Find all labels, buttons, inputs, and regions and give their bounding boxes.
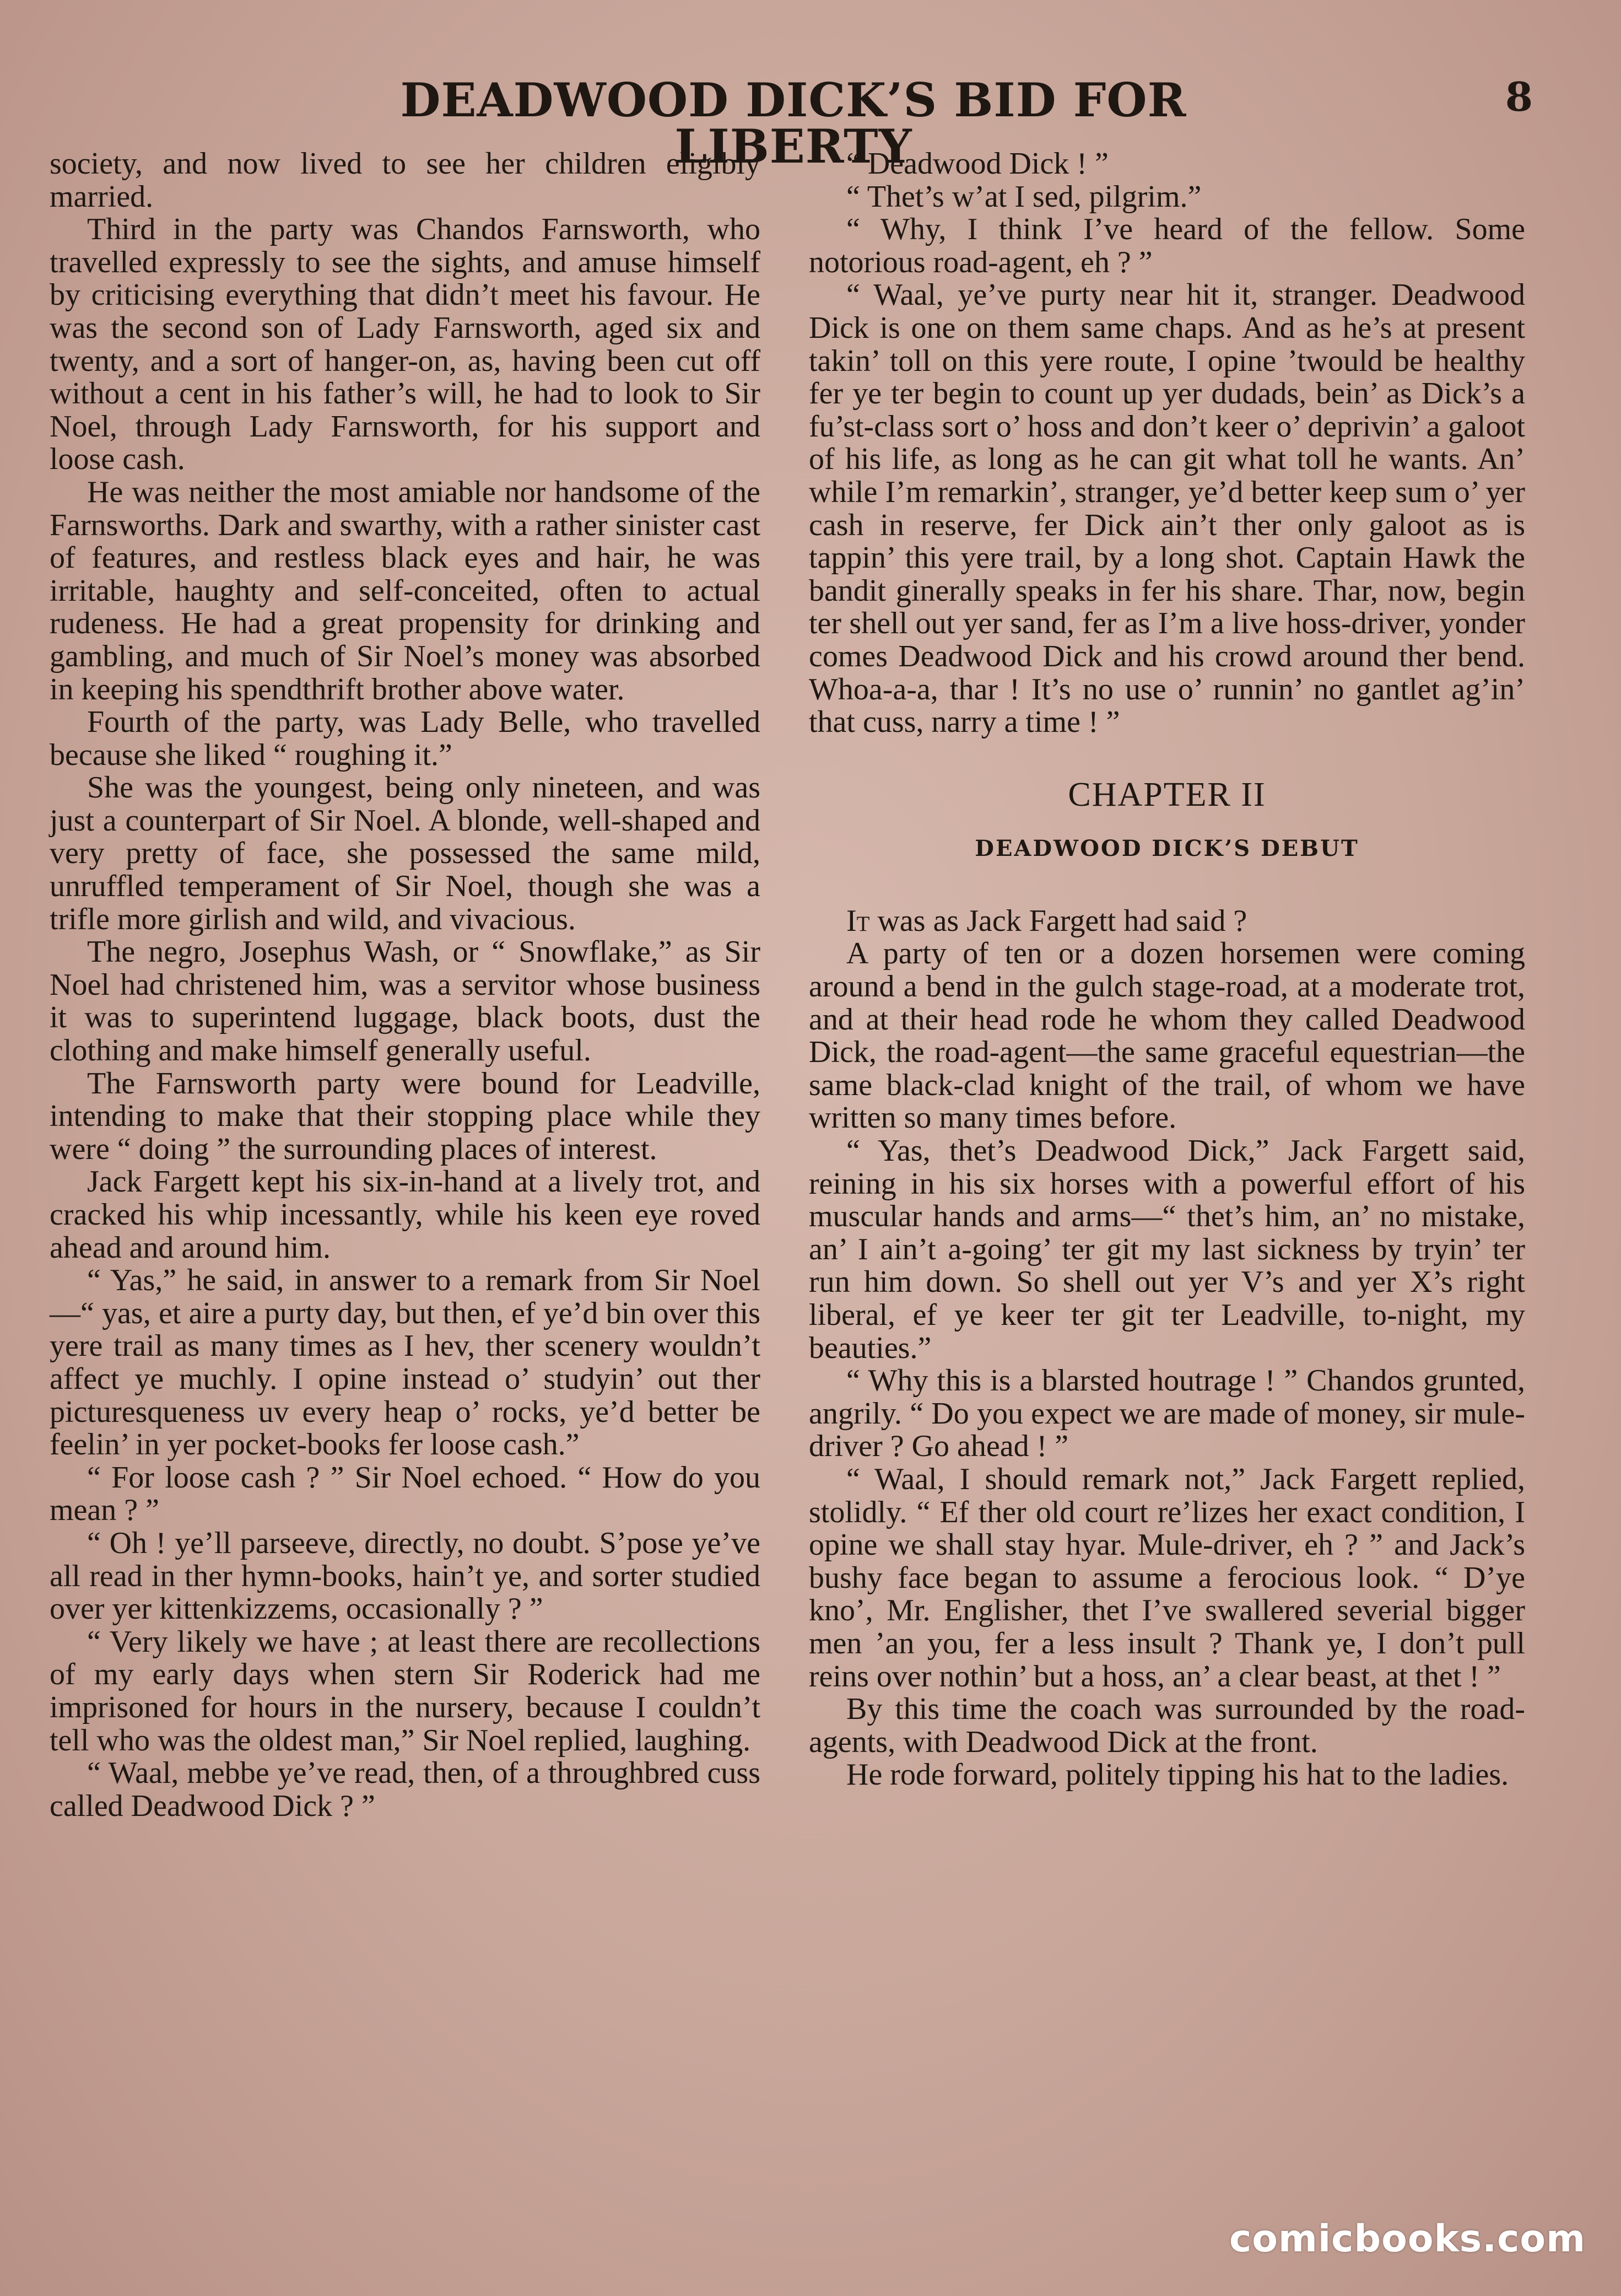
paragraph: A party of ten or a dozen horsemen were coming around a bend in the gulch stage-road, at a moderate trot, and at their head rode he whom they called Deadwood Dick, the road-agent—the same graceful equestrian—the same black-clad knight of the trail, of whom we have written so many times before. bbox=[809, 936, 1525, 1135]
paragraph: Third in the party was Chandos Farnsworth, who travelled expressly to see the sights, and amuse himself by criticising everything that didn’t meet his favour. He was the second son of Lady Farnsworth, aged six and twenty, and a sort of hanger-on, as, having been cut off without a cent in his father’s will, he had to look to Sir Noel, through Lady Farnsworth, for his support and loose cash. bbox=[50, 212, 760, 477]
running-title: DEADWOOD DICK’S BID FOR LIBERTY bbox=[400, 73, 1187, 174]
paragraph: “ Deadwood Dick ! ” bbox=[846, 147, 1109, 181]
page-number: 8 bbox=[1505, 73, 1533, 120]
chapter-title: DEADWOOD DICK’S DEBUT bbox=[975, 836, 1359, 862]
paragraph: society, and now lived to see her children eligibly married. bbox=[50, 147, 760, 214]
paragraph: “ Yas, thet’s Deadwood Dick,” Jack Fargett said, reining in his six horses with a powerful effort of his muscular hands and arms—“ thet’s him, an’ no mistake, an’ I ain’t a-going’ ter git my last sickness by tryin’ ter run him down. So shell out yer V’s and yer X’s right liberal, ef ye keer ter git ter Leadville, to-night, my beauties.” bbox=[809, 1134, 1525, 1365]
paragraph: Jack Fargett kept his six-in-hand at a lively trot, and cracked his whip incessantly, while his keen eye roved ahead and around him. bbox=[50, 1165, 760, 1265]
left-column bbox=[50, 148, 760, 1823]
paragraph: “ For loose cash ? ” Sir Noel echoed. “ How do you mean ? ” bbox=[50, 1460, 760, 1528]
paragraph: “ Why, I think I’ve heard of the fellow. Some notorious road-agent, eh ? ” bbox=[809, 212, 1525, 279]
paragraph: The negro, Josephus Wash, or “ Snowflake,” as Sir Noel had christened him, was a servitor whose business it was to superintend luggage, black boots, dust the clothing and make himself generally useful. bbox=[50, 935, 760, 1068]
chapter-heading: CHAPTER II bbox=[1068, 775, 1266, 813]
paragraph: “ Waal, mebbe ye’ve read, then, of a throughbred cuss called Deadwood Dick ? ” bbox=[50, 1756, 760, 1823]
watermark: comicbooks.com bbox=[1229, 2217, 1586, 2261]
paragraph: “ Waal, I should remark not,” Jack Fargett replied, stolidly. “ Ef ther old court re’lizes her exact condition, I opine we shall stay hyar. Mule-driver, eh ? ” and Jack’s bushy face began to assume a ferocious look. “ D’ye kno’, Mr. Englisher, thet I’ve swallered severial bigger men ’an you, fer a less insult ? Thank ye, I don’t pull reins over nothin’ but a hoss, an’ a clear beast, at thet ! ” bbox=[809, 1462, 1525, 1694]
paragraph: “ Yas,” he said, in answer to a remark from Sir Noel—“ yas, et aire a purty day, but then, ef ye’d bin over this yere trail as many times as I hev, ther scenery wouldn’t affect ye muchly. I opine instead o’ studyin’ out ther picturesqueness uv every heap o’ rocks, ye’d better be feelin’ in yer pocket-books fer loose cash.” bbox=[50, 1263, 760, 1462]
paragraph: She was the youngest, being only nineteen, and was just a counterpart of Sir Noel. A blonde, well-shaped and very pretty of face, she possessed the same mild, unruffled temperament of Sir Noel, though she was a trifle more girlish and wild, and vivacious. bbox=[50, 770, 760, 936]
paragraph: “ Why this is a blarsted houtrage ! ” Chandos grunted, angrily. “ Do you expect we are made of money, sir mule-driver ? Go ahead ! ” bbox=[809, 1363, 1525, 1464]
paragraph: “ Waal, ye’ve purty near hit it, stranger. Deadwood Dick is one on them same chaps. And as he’s at present takin’ toll on this yere route, I opine ’twould be healthy fer ye ter begin to count up yer dudads, bein’ as Dick’s a fu’st-class sort o’ hoss and don’t keer o’ deprivin’ a galoot of his life, as long as he can git what toll he wants. An’ while I’m remarkin’, stranger, ye’d better keep sum o’ yer cash in reserve, fer Dick ain’t ther only galoot as is tappin’ this yere trail, by a long shot. Captain Hawk the bandit ginerally speaks in fer his share. Thar, now, begin ter shell out yer sand, fer as I’m a live hoss-driver, yonder comes Deadwood Dick and his crowd around ther bend. Whoa-a-a, thar ! It’s no use o’ runnin’ no gantlet ag’in’ that cuss, narry a time ! ” bbox=[809, 278, 1525, 740]
paragraph: “ Thet’s w’at I sed, pilgrim.” bbox=[846, 179, 1202, 214]
paragraph: “ Very likely we have ; at least there are recollections of my early days when stern Sir Roderick had me imprisoned for hours in the nursery, because I couldn’t tell who was the oldest man,” Sir Noel replied, laughing. bbox=[50, 1624, 760, 1758]
chapter-opening-paragraph bbox=[809, 905, 1525, 938]
opening-rest: was as Jack Fargett had said ? bbox=[869, 903, 1247, 938]
opening-lead-word: It bbox=[846, 903, 870, 938]
paragraph: By this time the coach was surrounded by the road-agents, with Deadwood Dick at the front. bbox=[809, 1692, 1525, 1759]
paragraph: He rode forward, politely tipping his hat to the ladies. bbox=[846, 1758, 1509, 1792]
paragraph: Fourth of the party, was Lady Belle, who travelled because she liked “ roughing it.” bbox=[50, 705, 760, 772]
paragraph: “ Oh ! ye’ll parseeve, directly, no doubt. S’pose ye’ve all read in ther hymn-books, hain’t ye, and sorter studied over yer kittenkizzems, occasionally ? ” bbox=[50, 1526, 760, 1626]
paragraph: The Farnsworth party were bound for Leadville, intending to make that their stopping place while they were “ doing ” the surrounding places of interest. bbox=[50, 1066, 760, 1166]
right-column bbox=[809, 148, 1525, 1792]
paragraph: He was neither the most amiable nor handsome of the Farnsworths. Dark and swarthy, with a rather sinister cast of features, and restless black eyes and hair, he was irritable, haughty and self-conceited, often to actual rudeness. He had a great propensity for drinking and gambling, and much of Sir Noel’s money was absorbed in keeping his spendthrift brother above water. bbox=[50, 475, 760, 707]
